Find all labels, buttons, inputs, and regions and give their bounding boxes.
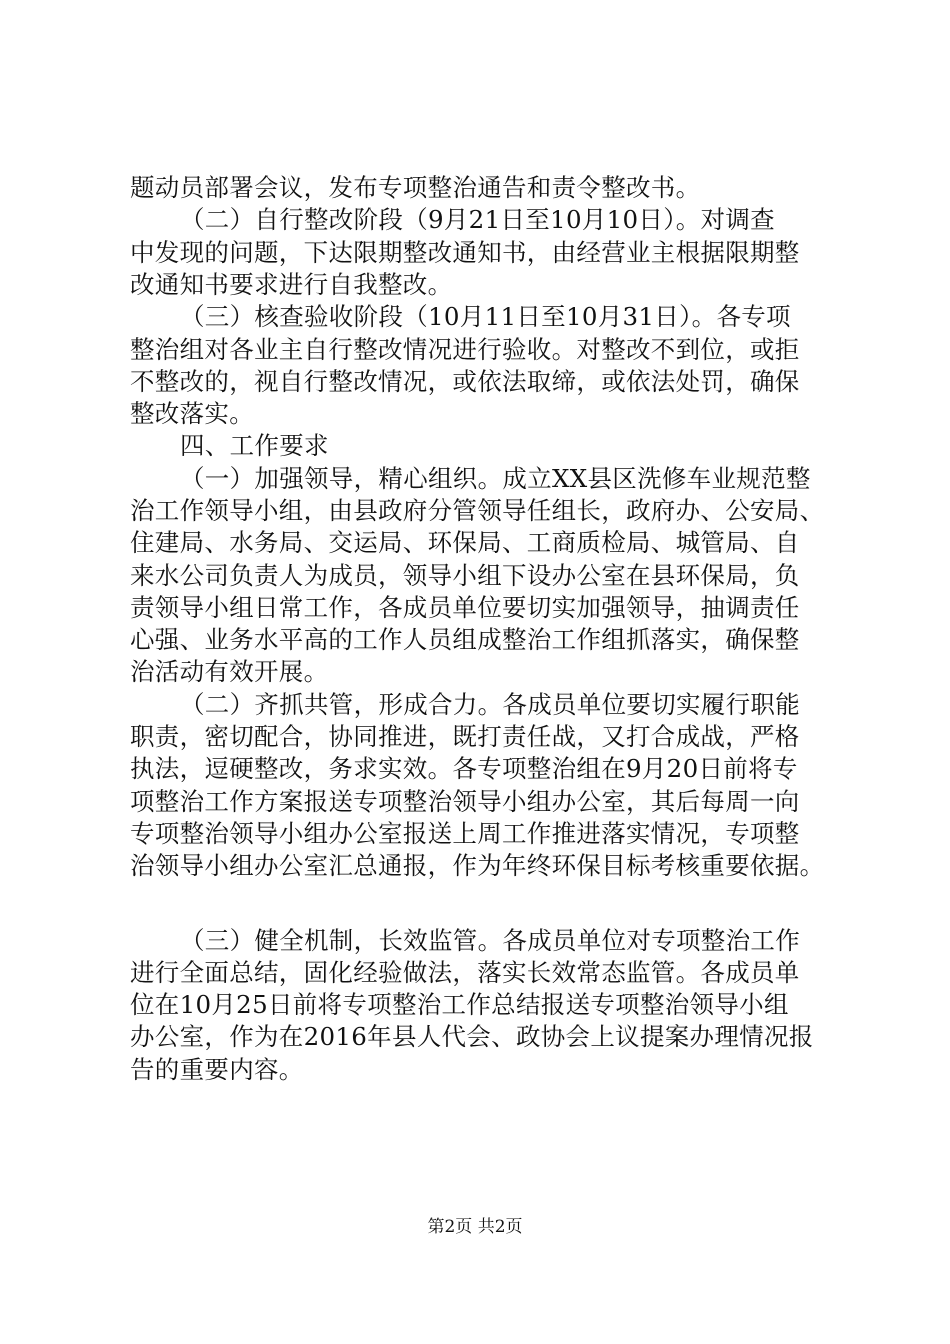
text-line-17: （二）齐抓共管，形成合力。各成员单位要切实履行职能 <box>180 690 800 719</box>
text-line-5: （三）核查验收阶段（10月11日至10月31日）。各专项 <box>180 302 791 331</box>
text-line-6: 整治组对各业主自行整改情况进行验收。对整改不到位，或拒 <box>130 335 800 364</box>
text-line-15: 心强、业务水平高的工作人员组成整治工作组抓落实，确保整 <box>130 625 800 654</box>
text-line-8: 整改落实。 <box>130 399 254 428</box>
text-line-19: 执法，逗硬整改，务求实效。各专项整治组在9月20日前将专 <box>130 754 798 783</box>
text-line-22: 治领导小组办公室汇总通报，作为年终环保目标考核重要依据。 <box>130 851 825 880</box>
text-line-3: 中发现的问题，下达限期整改通知书，由经营业主根据限期整 <box>130 238 800 267</box>
text-line-10: （一）加强领导，精心组织。成立XX县区洗修车业规范整 <box>180 464 811 493</box>
text-line-16: 治活动有效开展。 <box>130 657 329 686</box>
text-line-24: 进行全面总结，固化经验做法，落实长效常态监管。各成员单 <box>130 958 800 987</box>
text-line-25: 位在10月25日前将专项整治工作总结报送专项整治领导小组 <box>130 990 789 1019</box>
page-footer: 第2页 共2页 <box>427 1217 523 1237</box>
text-line-21: 专项整治领导小组办公室报送上周工作推进落实情况，专项整 <box>130 819 800 848</box>
text-line-7: 不整改的，视自行整改情况，或依法取缔，或依法处罚，确保 <box>130 367 800 396</box>
text-line-4: 改通知书要求进行自我整改。 <box>130 270 453 299</box>
text-line-1: 题动员部署会议，发布专项整治通告和责令整改书。 <box>130 173 701 202</box>
section-heading: 四、工作要求 <box>180 431 329 460</box>
text-line-18: 职责，密切配合，协同推进，既打责任战，又打合成战，严格 <box>130 722 800 751</box>
text-line-20: 项整治工作方案报送专项整治领导小组办公室，其后每周一向 <box>130 787 800 816</box>
text-line-11: 治工作领导小组，由县政府分管领导任组长，政府办、公安局、 <box>130 496 825 525</box>
text-line-13: 来水公司负责人为成员，领导小组下设办公室在县环保局，负 <box>130 561 800 590</box>
text-line-23: （三）健全机制，长效监管。各成员单位对专项整治工作 <box>180 926 800 955</box>
text-line-2: （二）自行整改阶段（9月21日至10月10日）。对调查 <box>180 205 775 234</box>
text-line-12: 住建局、水务局、交运局、环保局、工商质检局、城管局、自 <box>130 528 800 557</box>
text-line-27: 告的重要内容。 <box>130 1055 304 1084</box>
text-line-14: 责领导小组日常工作，各成员单位要切实加强领导，抽调责任 <box>130 593 800 622</box>
text-line-26: 办公室，作为在2016年县人代会、政协会上议提案办理情况报 <box>130 1022 814 1051</box>
